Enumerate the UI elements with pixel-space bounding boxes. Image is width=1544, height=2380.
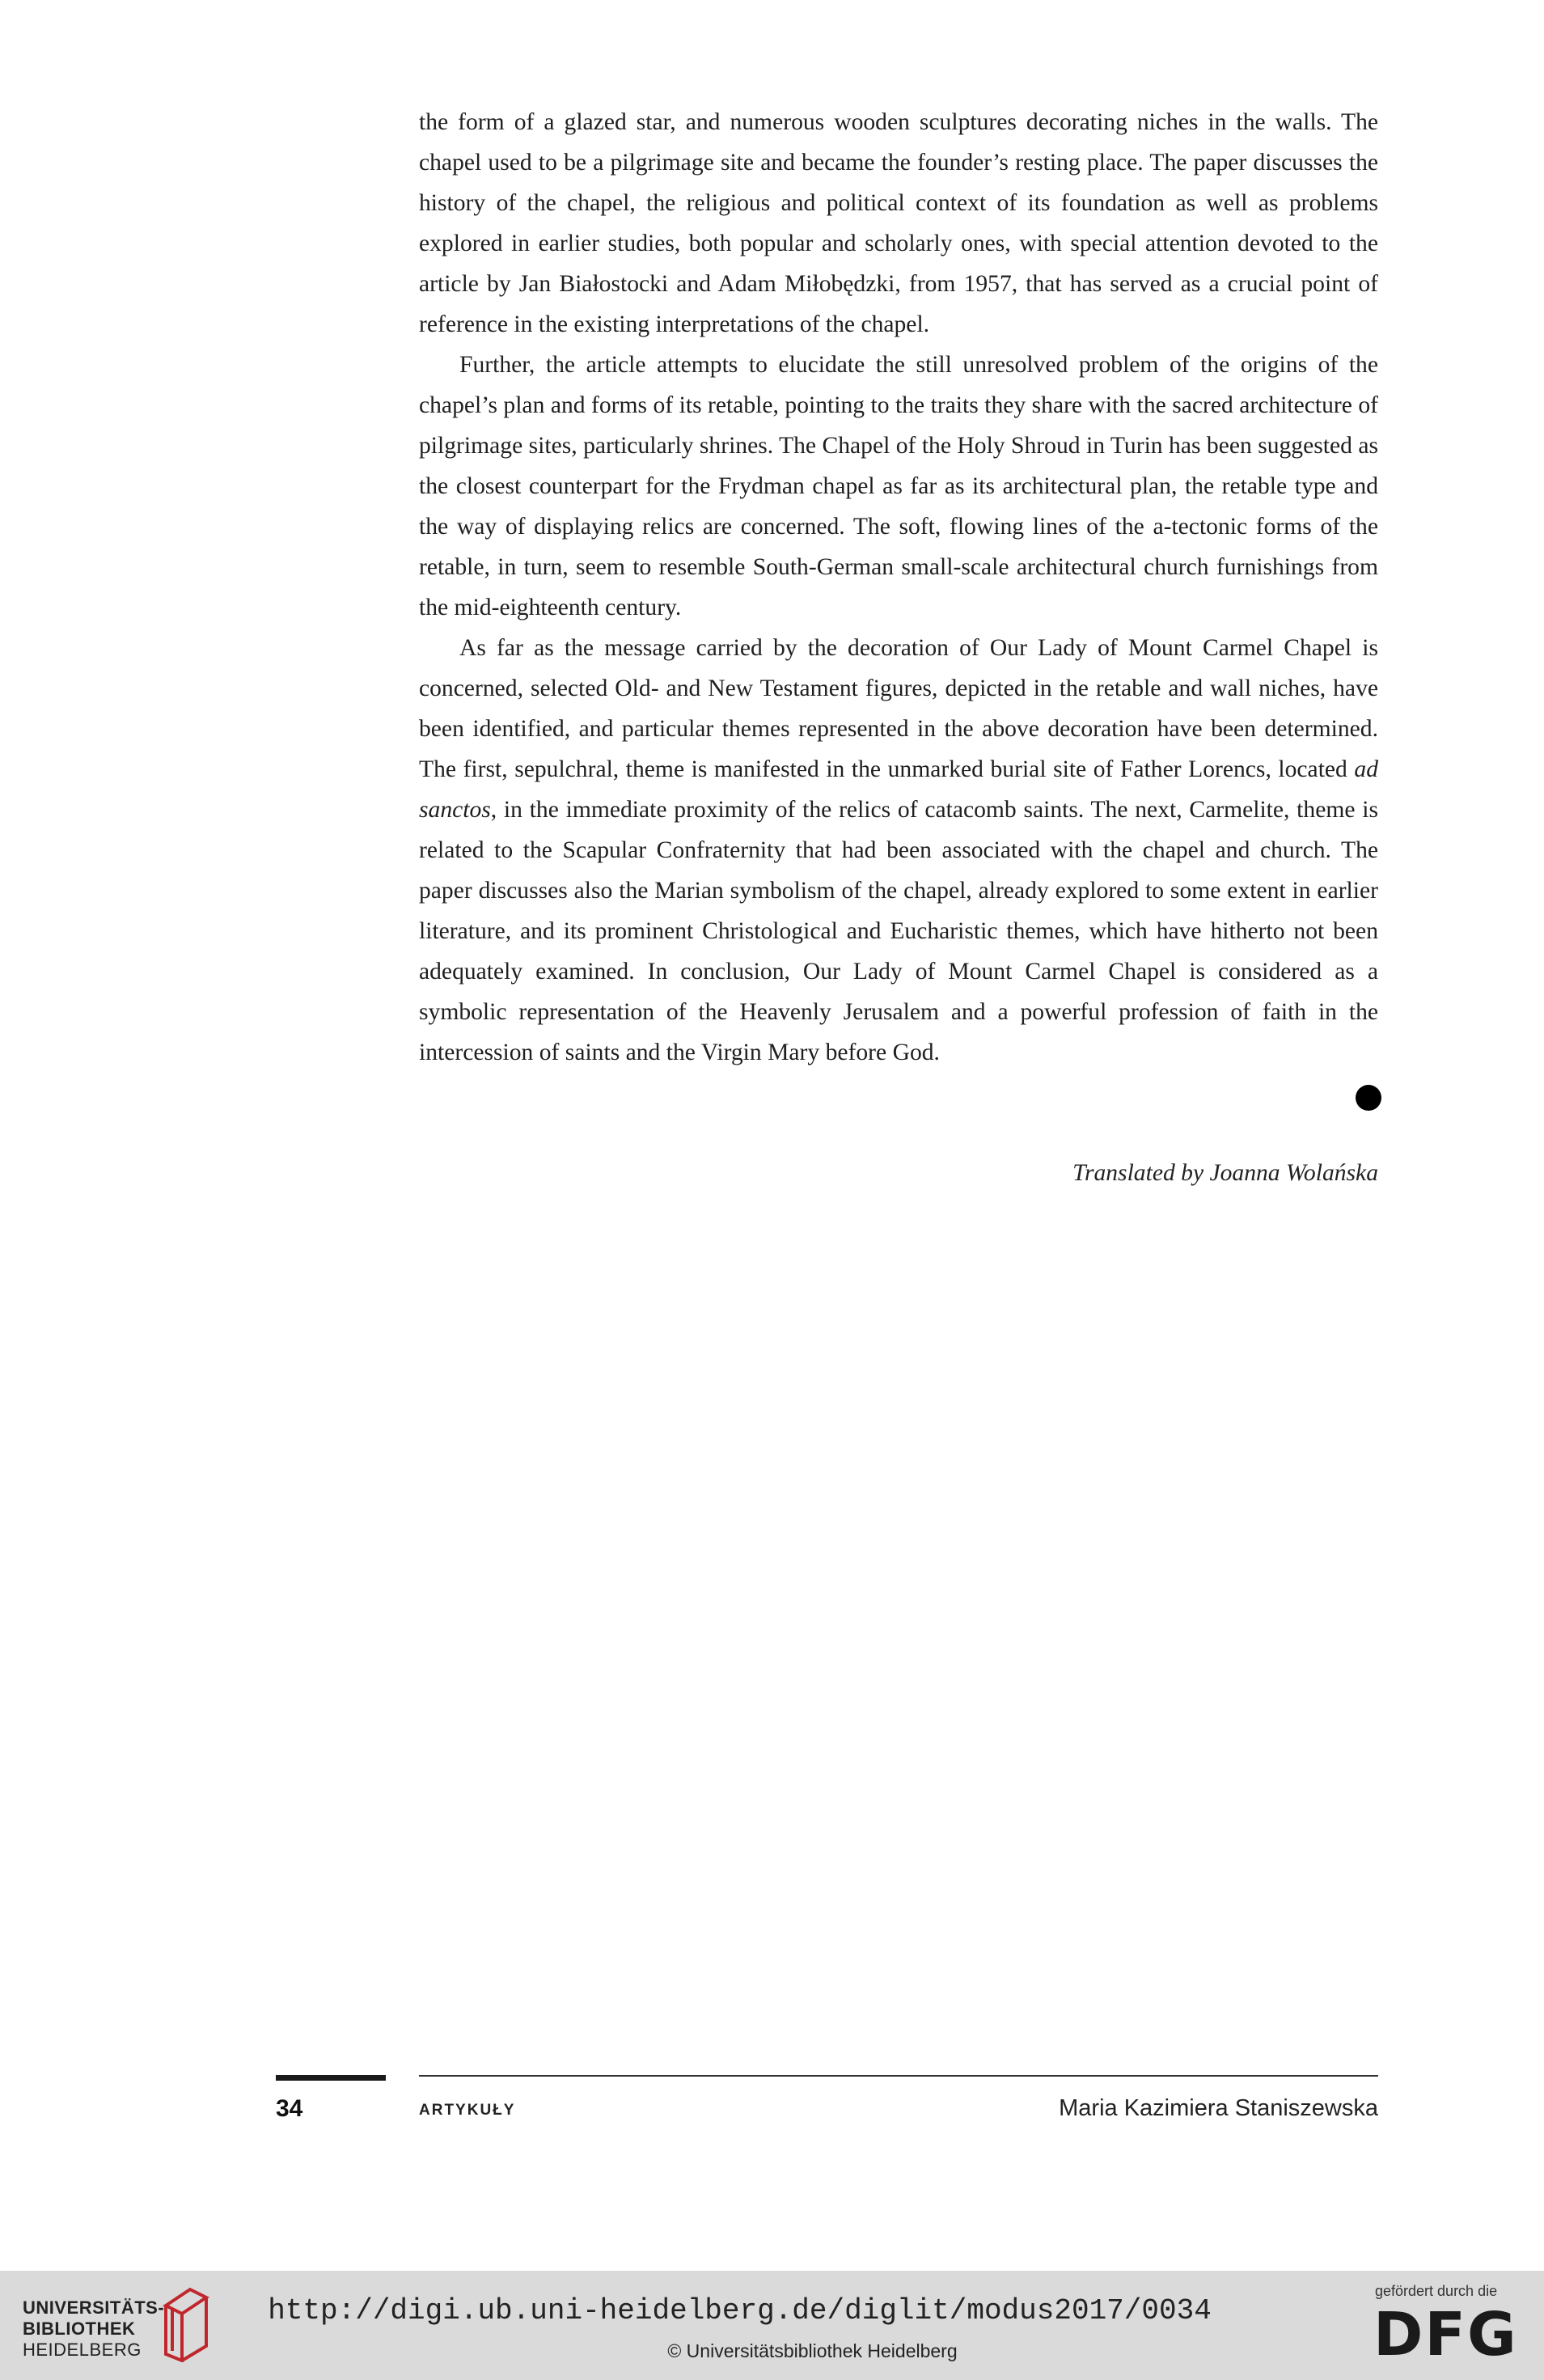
section-label: ARTYKUŁY (419, 2102, 516, 2119)
page-number: 34 (276, 2095, 303, 2122)
footer-rule-thin (419, 2075, 1378, 2077)
funded-by-label: gefördert durch die (1375, 2283, 1498, 2299)
library-name-line-1: UNIVERSITÄTS- (23, 2297, 165, 2318)
paragraph-3 (419, 628, 1378, 1073)
dfg-logo: DFG (1373, 2300, 1518, 2369)
paragraph-3-part-1: As far as the message carried by the decoration of Our Lady of Mount Carmel Chapel is concerned, selected Old- and New Testament figures, depicted in the retable and wall niches, have been identified, and particular themes represented in the above decoration have been determined. The first, sepulchral, theme is manifested in the unmarked burial site of Father Lorencs, located (419, 635, 1378, 782)
paragraph-1: the form of a glazed star, and numerous wooden sculptures decorating niches in the walls. The chapel used to be a pilgrimage site and became the founder’s resting place. The paper discusses the history of the chapel, the religious and political context of its foundation as well as problems explored in earlier studies, both popular and scholarly ones, with special attention devoted to the article by Jan Białostocki and Adam Miłobędzki, from 1957, that has served as a crucial point of reference in the existing interpretations of the chapel. (419, 109, 1378, 337)
italic-ad-sanctos: ad sanctos (419, 756, 1378, 823)
copyright-notice: © Universitätsbibliothek Heidelberg (667, 2340, 958, 2361)
library-name-line-3: HEIDELBERG (23, 2340, 142, 2360)
paragraph-2: Further, the article attempts to elucidate the still unresolved problem of the origins of the chapel’s plan and forms of its retable, pointing to the traits they share with the sacred architecture of pilgrimage sites, particularly shrines. The Chapel of the Holy Shroud in Turin has been suggested as the closest counterpart for the Frydman chapel as far as its architectural plan, the retable type and the way of displaying relics are concerned. The soft, flowing lines of the a-tectonic forms of the retable, in turn, seem to resemble South-German small-scale architectural church furnishings from the mid-eighteenth century. (419, 352, 1378, 620)
translator-credit: Translated by Joanna Wolańska (1072, 1160, 1378, 1186)
article-body (419, 102, 1378, 1073)
source-url-link[interactable]: http://digi.ub.uni-heidelberg.de/diglit/modus2017/0034 (268, 2294, 1212, 2327)
footer-rule-thick (276, 2075, 386, 2081)
library-name-line-2: BIBLIOTHEK (23, 2319, 136, 2339)
author-name: Maria Kazimiera Staniszewska (1059, 2095, 1378, 2121)
end-of-article-dot-icon (1356, 1085, 1381, 1111)
paragraph-3-part-2: , in the immediate proximity of the relics of catacomb saints. The next, Carmelite, theme is related to the Scapular Confraternity that had been associated with the chapel and church. The paper discusses also the Marian symbolism of the chapel, already explored to some extent in earlier literature, and its prominent Christological and Eucharistic themes, which have hitherto not been adequately examined. In conclusion, Our Lady of Mount Carmel Chapel is considered as a symbolic representation of the Heavenly Jerusalem and a powerful profession of faith in the intercession of saints and the Virgin Mary before God. (419, 797, 1378, 1065)
